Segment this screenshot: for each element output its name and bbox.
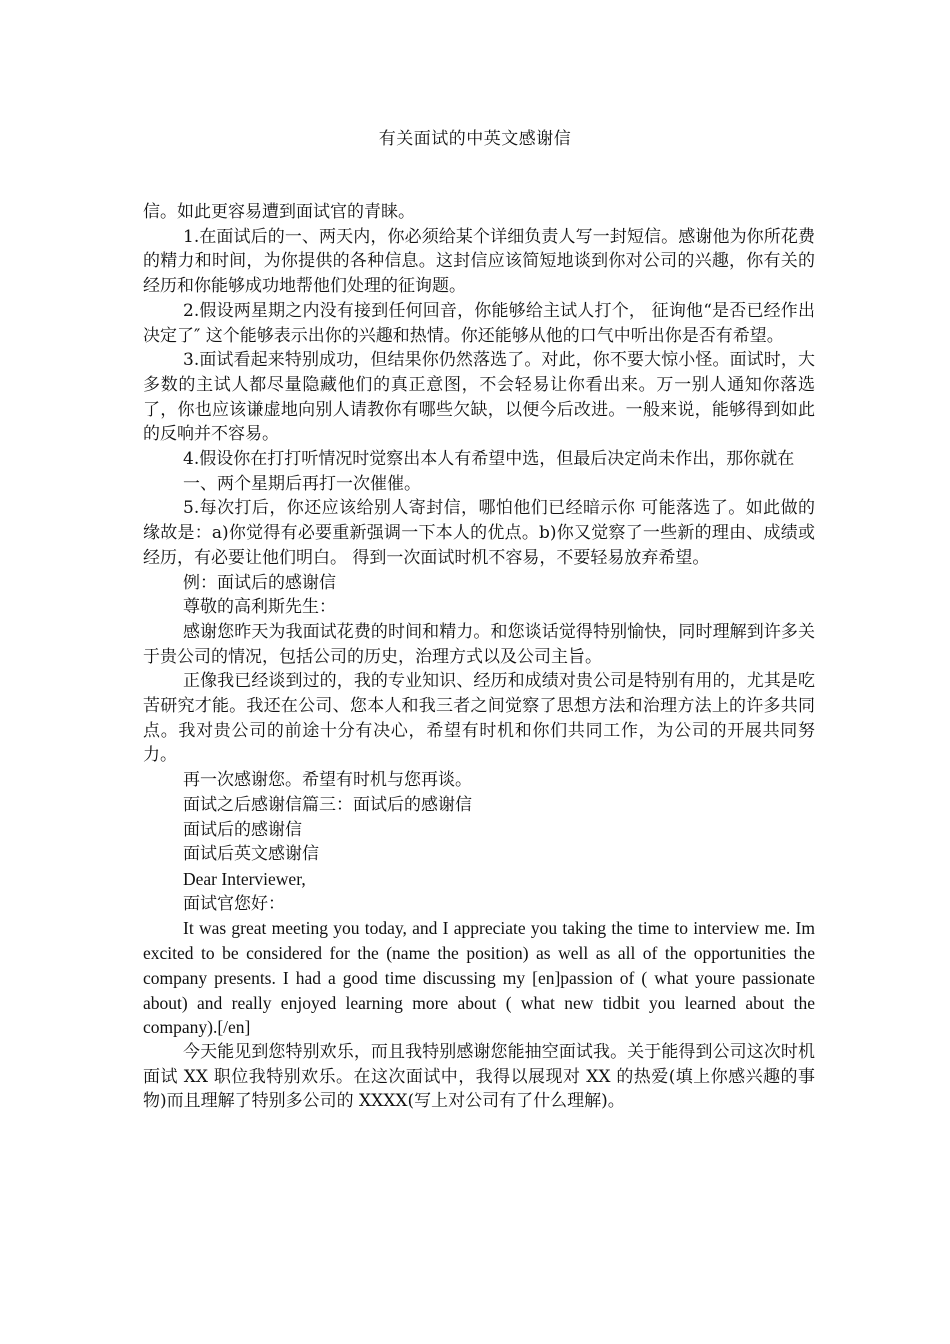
paragraph: 再一次感谢您。希望有时机与您再谈。 — [183, 770, 472, 791]
paragraph: 2.假设两星期之内没有接到任何回音，你能够给主试人打个， 征询他“是否已经作出决定了″ 这个能够表示出你的兴趣和热情。你还能够从他的口气中听出你是否有希望。 — [143, 300, 815, 346]
document-body — [143, 200, 815, 1114]
paragraph: 今天能见到您特别欢乐，而且我特别感谢您能抽空面试我。关于能得到公司这次时机面试 XX 职位我特别欢乐。在这次面试中，我得以展现对 XX 的热爱(填上你感兴趣的事物)而且理解了特别多公司的 XXXX(写上对公司有了什么理解)。 — [143, 1041, 815, 1112]
paragraph: 5.每次打后，你还应该给别人寄封信，哪怕他们已经暗示你 可能落选了。如此做的缘故是：a)你觉得有必要重新强调一下本人的优点。b)你又觉察了一些新的理由、成绩或经历，有必要让他们明白。 得到一次面试时机不容易，不要轻易放弃希望。 — [143, 498, 815, 568]
paragraph: 一、两个星期后再打一次催催。 — [183, 473, 421, 494]
paragraph: 4.假设你在打打听情况时觉察出本人有希望中选，但最后决定尚未作出，那你就在 — [183, 449, 795, 470]
paragraph: 面试后的感谢信 — [183, 819, 302, 840]
paragraph: 信。如此更容易遭到面试官的青睐。 — [143, 202, 415, 222]
paragraph: 1.在面试后的一、两天内，你必须给某个详细负责人写一封短信。感谢他为你所花费的精力和时间，为你提供的各种信息。这封信应该简短地谈到你对公司的兴趣，你有关的经历和你能够成功地帮他们处理的征询题。 — [143, 226, 815, 297]
paragraph: 面试官您好： — [183, 893, 285, 914]
paragraph: 正像我已经谈到过的，我的专业知识、经历和成绩对贵公司是特别有用的，尤其是吃苦研究才能。我还在公司、您本人和我三者之间觉察了思想方法和治理方法上的许多共同点。我对贵公司的前途十分有决心，希望有时机和你们共同工作，为公司的开展共同努力。 — [143, 671, 815, 766]
paragraph: 例：面试后的感谢信 — [183, 572, 336, 593]
document-title: 有关面试的中英文感谢信 — [378, 129, 572, 149]
paragraph: 3.面试看起来特别成功，但结果你仍然落选了。对此，你不要大惊小怪。面试时，大多数的主试人都尽量隐藏他们的真正意图，不会轻易让你看出来。万一别人通知你落选了，你也应该谦虚地向别人请教你有哪些欠缺，以便今后改进。一般来说，能够得到如此的反响并不容易。 — [143, 350, 815, 445]
paragraph-english: Dear Interviewer, — [183, 868, 306, 889]
paragraph: 感谢您昨天为我面试花费的时间和精力。和您谈话觉得特别愉快，同时理解到许多关于贵公司的情况，包括公司的历史，治理方式以及公司主旨。 — [143, 621, 815, 667]
paragraph: 尊敬的高利斯先生： — [183, 597, 336, 618]
paragraph-english: It was great meeting you today, and I appreciate you taking the time to interview me. Im excited to be considered for the (name the position) as well as all of the opportunities the company presents. I had a good time discussing my [en]passion of ( what youre passionate about) and really enjoyed learning more about ( what new tidbit you learned about the company).[/en] — [143, 918, 815, 1038]
paragraph: 面试后英文感谢信 — [183, 844, 319, 865]
paragraph: 面试之后感谢信篇三：面试后的感谢信 — [183, 794, 472, 815]
